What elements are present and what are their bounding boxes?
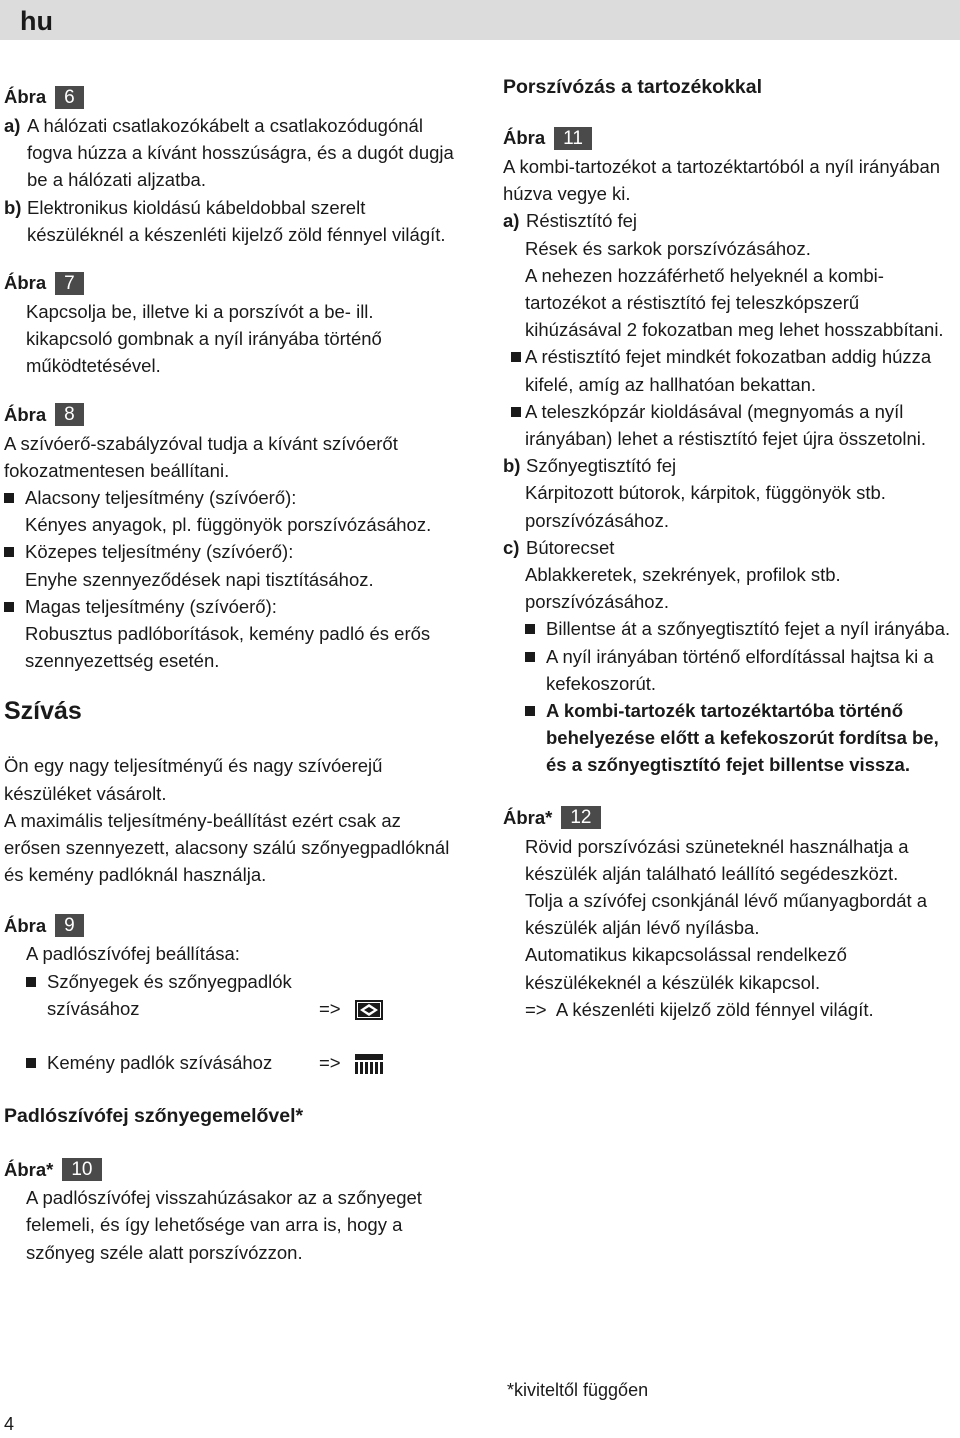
accessory-a: a) Réstisztító fej	[503, 210, 638, 232]
square-bullet-icon	[4, 602, 14, 612]
section-title-szivas: Szívás	[4, 697, 82, 726]
bullet-low-power: Alacsony teljesítmény (szívóerő): Kényes anyagok, pl. függönyök porszívózásához.	[4, 484, 459, 538]
figure-number-badge: 8	[55, 403, 84, 426]
accessory-c: c) Bútorecset	[503, 536, 615, 558]
hard-floor-symbol-icon	[354, 1053, 384, 1075]
section-title-accessories: Porszívózás a tartozékokkal	[503, 76, 763, 98]
figure-12-text-4: => A készenléti kijelző zöld fénnyel világít.	[525, 998, 874, 1020]
figure-11-heading: Ábra 11	[503, 123, 958, 153]
right-column	[503, 70, 958, 1023]
figure-number-badge: 9	[55, 914, 84, 937]
figure-12-heading: Ábra* 12	[503, 803, 958, 833]
figure-number-badge: 12	[561, 806, 600, 829]
bullet-hard-floor-setting: Kemény padlók szívásához =>	[4, 1049, 459, 1076]
square-bullet-icon	[511, 352, 521, 362]
square-bullet-icon	[525, 706, 535, 716]
figure-11-text: A kombi-tartozékot a tartozéktartóból a nyíl irányában húzva vegye ki.	[503, 156, 941, 205]
bullet-carpet-setting: Szőnyegek és szőnyegpadlók szívásához =>	[4, 968, 459, 1022]
left-column	[4, 70, 459, 1266]
figure-10-heading: Ábra* 10	[4, 1154, 459, 1184]
square-bullet-icon	[525, 624, 535, 634]
figure-9-text: A padlószívófej beállítása:	[26, 943, 240, 965]
suction-text-1: Ön egy nagy teljesítményű és nagy szívóerejű készüléket vásárolt.	[4, 755, 383, 804]
accessory-a-bullet-1: A réstisztító fejet mindkét fokozatban addig húzza kifelé, amíg az hallhatóan bekattan.	[503, 343, 958, 397]
square-bullet-icon	[4, 547, 14, 557]
figure-6-heading: Ábra 6	[4, 82, 459, 112]
accessory-a-bullet-2: A teleszkópzár kioldásával (megnyomás a nyíl irányában) lehet a réstisztító fejet újra összetolni.	[503, 398, 958, 452]
figure-12-text-3: Automatikus kikapcsolással rendelkező készülékeknél a készülék kikapcsol.	[525, 944, 847, 993]
accessory-c-text: Ablakkeretek, szekrények, profilok stb. porszívózásához.	[525, 564, 841, 613]
figure-number-badge: 6	[55, 86, 84, 109]
figure-7-text: Kapcsolja be, illetve ki a porszívót a be- ill. kikapcsoló gombnak a nyíl irányába történő működtetésével.	[26, 301, 382, 377]
square-bullet-icon	[511, 407, 521, 417]
accessory-c-bullet-2: A nyíl irányában történő elfordítással hajtsa ki a kefekoszorút.	[503, 643, 958, 697]
carpet-symbol-icon	[354, 999, 384, 1021]
figure-number-badge: 7	[55, 272, 84, 295]
figure-12-text-1: Rövid porszívózási szüneteknél használhatja a készülék alján található leállító segédeszközt.	[525, 835, 909, 884]
step-b: b) Elektronikus kioldású kábeldobbal szerelt készüléknél a készenléti kijelző zöld fénnyel világít.	[4, 196, 446, 245]
figure-number-badge: 11	[554, 127, 592, 150]
figure-8-text: A szívóerő-szabályzóval tudja a kívánt szívóerőt fokozatmentesen beállítani.	[4, 432, 398, 481]
accessory-c-bullet-3: A kombi-tartozék tartozéktartóba történő behelyezése előtt a kefekoszorút fordítsa be, és a szőnyegtisztító fejet billentse vissza.	[503, 697, 958, 779]
section-title-carpet-lifter: Padlószívófej szőnyegemelővel*	[4, 1105, 304, 1128]
figure-9-heading: Ábra 9	[4, 910, 459, 940]
square-bullet-icon	[525, 652, 535, 662]
footnote: *kiviteltől függően	[507, 1380, 649, 1400]
figure-10-text: A padlószívófej visszahúzásakor az a szőnyeget felemeli, és így lehetősége van arra is, hogy a szőnyeg széle alatt porszívózzon.	[26, 1187, 422, 1263]
accessory-a-text-1: Rések és sarkok porszívózásához.	[525, 237, 811, 259]
square-bullet-icon	[26, 1058, 36, 1068]
figure-12-text-2: Tolja a szívófej csonkjánál lévő műanyagbordát a készülék alján lévő nyílásba.	[525, 890, 928, 939]
figure-number-badge: 10	[62, 1158, 101, 1181]
bullet-high-power: Magas teljesítmény (szívóerő): Robusztus padlóborítások, kemény padló és erős szennyezettség esetén.	[4, 593, 459, 675]
suction-text-2: A maximális teljesítmény-beállítást ezért csak az erősen szennyezett, alacsony szálú szőnyegpadlóknál és kemény padlóknál használja.	[4, 809, 450, 886]
accessory-a-text-2: A nehezen hozzáférhető helyeknél a kombi-tartozékot a réstisztító fej teleszkópszerű kihúzásával 2 fokozatban meg lehet hosszabbítani.	[525, 264, 944, 341]
accessory-b-text: Kárpitozott bútorok, kárpitok, függönyök stb. porszívózásához.	[525, 482, 886, 531]
language-header-bar	[0, 0, 960, 40]
bullet-medium-power: Közepes teljesítmény (szívóerő): Enyhe szennyeződések napi tisztításához.	[4, 538, 459, 592]
step-a: a) A hálózati csatlakozókábelt a csatlakozódugónál fogva húzza a kívánt hosszúságra, és a dugót dugja be a hálózati aljzatba.	[4, 115, 454, 191]
figure-8-heading: Ábra 8	[4, 400, 459, 430]
page-number: 4	[4, 1414, 15, 1434]
square-bullet-icon	[4, 493, 14, 503]
language-code: hu	[20, 6, 53, 36]
figure-7-heading: Ábra 7	[4, 268, 459, 298]
accessory-b: b) Szőnyegtisztító fej	[503, 455, 677, 477]
square-bullet-icon	[26, 977, 36, 987]
accessory-c-bullet-1: Billentse át a szőnyegtisztító fejet a nyíl irányába.	[503, 615, 958, 642]
